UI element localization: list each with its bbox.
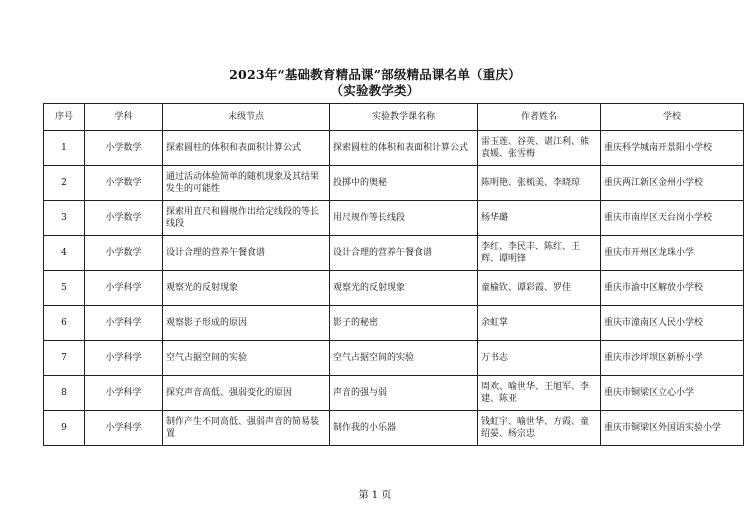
cell-index: 7 bbox=[44, 341, 85, 376]
cell-node: 探究声音高低、强弱变化的原因 bbox=[163, 376, 330, 411]
cell-school: 重庆市开州区龙珠小学 bbox=[601, 236, 744, 271]
cell-authors: 李红、李民丰、陈红、王辉、谭明锋 bbox=[478, 236, 601, 271]
cell-index: 4 bbox=[44, 236, 85, 271]
cell-index: 1 bbox=[44, 131, 85, 166]
cell-subject: 小学数学 bbox=[85, 166, 163, 201]
table-row bbox=[44, 376, 744, 411]
cell-index: 8 bbox=[44, 376, 85, 411]
cell-course: 用尺规作等长线段 bbox=[330, 201, 478, 236]
cell-subject: 小学科学 bbox=[85, 376, 163, 411]
table-row bbox=[44, 341, 744, 376]
cell-course: 制作我的小乐器 bbox=[330, 411, 478, 446]
course-list-table bbox=[43, 103, 744, 446]
table-row bbox=[44, 236, 744, 271]
header-authors: 作者姓名 bbox=[478, 104, 601, 131]
cell-school: 重庆市铜梁区立心小学 bbox=[601, 376, 744, 411]
cell-subject: 小学科学 bbox=[85, 341, 163, 376]
cell-node: 观察影子形成的原因 bbox=[163, 306, 330, 341]
cell-index: 2 bbox=[44, 166, 85, 201]
cell-course: 空气占据空间的实验 bbox=[330, 341, 478, 376]
table-row bbox=[44, 131, 744, 166]
cell-node: 通过活动体验简单的随机现象及其结果发生的可能性 bbox=[163, 166, 330, 201]
cell-authors: 雷玉莲、谷英、谌江利、熊袁媛、张雪梅 bbox=[478, 131, 601, 166]
document-title: 2023年“基础教育精品课”部级精品课名单（重庆） bbox=[229, 67, 521, 82]
table-row bbox=[44, 411, 744, 446]
cell-course: 影子的秘密 bbox=[330, 306, 478, 341]
cell-subject: 小学科学 bbox=[85, 411, 163, 446]
cell-subject: 小学科学 bbox=[85, 271, 163, 306]
page-number: 第 1 页 bbox=[358, 490, 392, 501]
cell-course: 声音的强与弱 bbox=[330, 376, 478, 411]
cell-authors: 余虹掌 bbox=[478, 306, 601, 341]
table-row bbox=[44, 201, 744, 236]
cell-course: 观察光的反射现象 bbox=[330, 271, 478, 306]
table-header-row bbox=[44, 104, 744, 131]
header-node: 末级节点 bbox=[163, 104, 330, 131]
cell-index: 3 bbox=[44, 201, 85, 236]
cell-school: 重庆科学城南开景阳小学校 bbox=[601, 131, 744, 166]
cell-school: 重庆市铜梁区外国语实验小学 bbox=[601, 411, 744, 446]
cell-subject: 小学数学 bbox=[85, 236, 163, 271]
cell-node: 观察光的反射现象 bbox=[163, 271, 330, 306]
cell-node: 探索圆柱的体积和表面积计算公式 bbox=[163, 131, 330, 166]
cell-course: 探索圆柱的体积和表面积计算公式 bbox=[330, 131, 478, 166]
cell-node: 设计合理的营养午餐食谱 bbox=[163, 236, 330, 271]
cell-index: 9 bbox=[44, 411, 85, 446]
cell-course: 投掷中的奥秘 bbox=[330, 166, 478, 201]
cell-course: 设计合理的营养午餐食谱 bbox=[330, 236, 478, 271]
cell-school: 重庆市南岸区天台岗小学校 bbox=[601, 201, 744, 236]
cell-authors: 陈明艳、张梳美、李晓琼 bbox=[478, 166, 601, 201]
cell-node: 探索用直尺和圆规作出给定线段的等长线段 bbox=[163, 201, 330, 236]
cell-subject: 小学数学 bbox=[85, 201, 163, 236]
cell-index: 6 bbox=[44, 306, 85, 341]
cell-node: 制作产生不同高低、强弱声音的简易装置 bbox=[163, 411, 330, 446]
cell-authors: 钱虹宇、喻世华、方霞、童绍晏、杨宗忠 bbox=[478, 411, 601, 446]
document-subtitle: （实验教学类） bbox=[330, 83, 420, 98]
cell-school: 重庆市潼南区人民小学校 bbox=[601, 306, 744, 341]
header-index: 序号 bbox=[44, 104, 85, 131]
cell-subject: 小学科学 bbox=[85, 306, 163, 341]
cell-authors: 周欢、喻世华、王旭军、李建、陈亚 bbox=[478, 376, 601, 411]
cell-school: 重庆市沙坪坝区新桥小学 bbox=[601, 341, 744, 376]
cell-school: 重庆市渝中区解放小学校 bbox=[601, 271, 744, 306]
cell-authors: 杨华璐 bbox=[478, 201, 601, 236]
table-row bbox=[44, 271, 744, 306]
header-course: 实验教学课名称 bbox=[330, 104, 478, 131]
cell-authors: 童榆钦、谭彩霞、罗佳 bbox=[478, 271, 601, 306]
cell-subject: 小学数学 bbox=[85, 131, 163, 166]
header-subject: 学科 bbox=[85, 104, 163, 131]
header-school: 学校 bbox=[601, 104, 744, 131]
cell-authors: 万书志 bbox=[478, 341, 601, 376]
cell-node: 空气占据空间的实验 bbox=[163, 341, 330, 376]
table-row bbox=[44, 306, 744, 341]
cell-index: 5 bbox=[44, 271, 85, 306]
table-row bbox=[44, 166, 744, 201]
cell-school: 重庆两江新区金州小学校 bbox=[601, 166, 744, 201]
